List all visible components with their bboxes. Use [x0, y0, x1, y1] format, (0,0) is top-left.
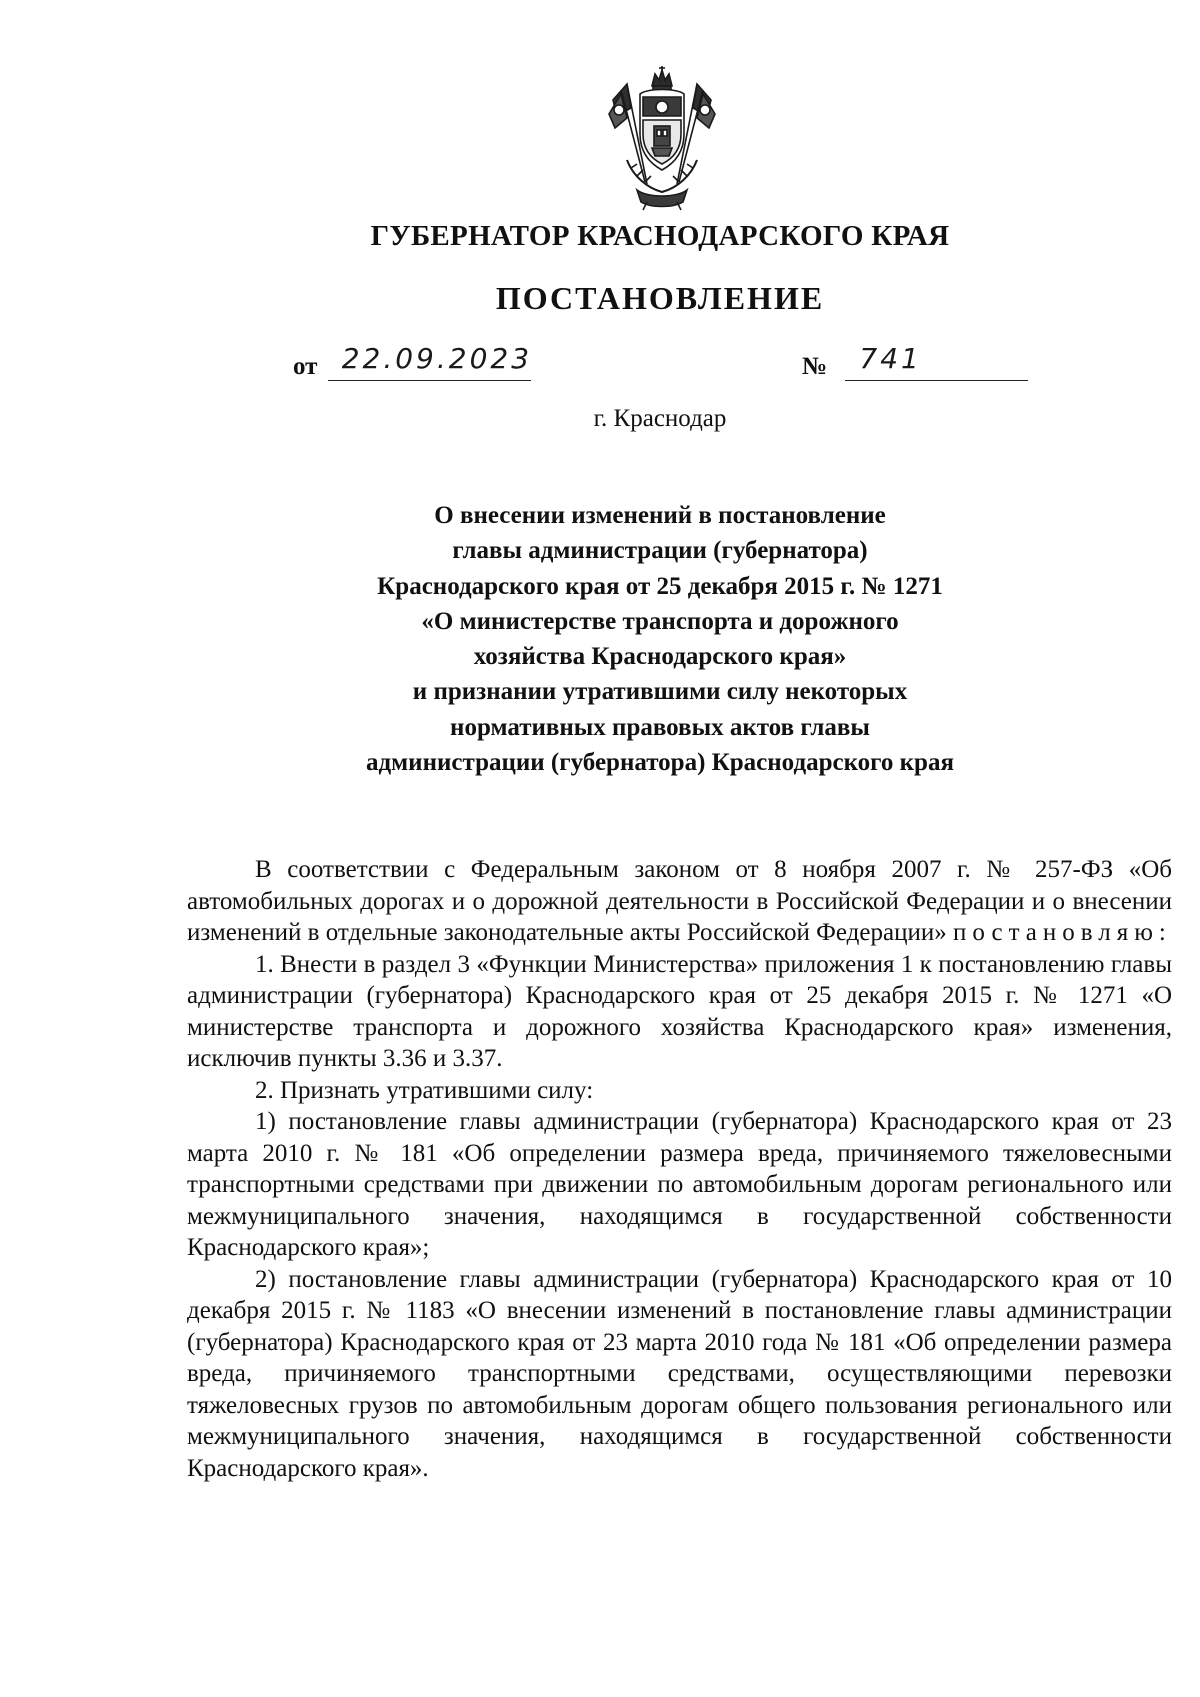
- document-body: [187, 854, 1172, 1484]
- number-line: [802, 342, 1028, 381]
- date-value: 22.09.2023: [341, 342, 533, 375]
- subject-line: и признании утратившими силу некоторых: [412, 678, 908, 706]
- number-field: [845, 342, 1028, 381]
- subject-line: О внесении изменений в постановление: [434, 502, 886, 529]
- city: г. Краснодар: [593, 405, 727, 432]
- subject-line: главы администрации (губернатора): [452, 537, 868, 565]
- preamble-paragraph: [187, 854, 1172, 949]
- date-label: от: [293, 353, 318, 380]
- item-1: 1. Внести в раздел 3 «Функции Министерства» приложения 1 к постановлению главы администрации (губернатора) Краснодарского края от 25 декабря 2015 г. № 1271 «О министерстве транспорта и дорожного хозяйства Краснодарского края» изменения, исключив пункты 3.36 и 3.37.: [187, 950, 1172, 1072]
- item-2: 2. Признать утратившими силу:: [255, 1076, 594, 1104]
- item-2-1: 1) постановление главы администрации (губернатора) Краснодарского края от 23 марта 2010 г. № 181 «Об определении размера вреда, причиняемого тяжеловесными транспортными средствами при движении по автомобильным дорогам регионального или межмуниципального значения, находящимся в государственной собственности Краснодарского края»;: [187, 1108, 1172, 1261]
- preamble-text: В соответствии с Федеральным законом от 8 ноября 2007 г. № 257-ФЗ «Об автомобильных дорогах и о дорожной деятельности в Российской Федерации и о внесении изменений в отдельные законодательные акты Российской Федерации»: [187, 856, 1172, 946]
- date-field: [328, 342, 533, 381]
- number-label: №: [802, 353, 828, 380]
- number-value: 741: [859, 342, 922, 375]
- subject-line: Краснодарского края от 25 декабря 2015 г. № 1271: [377, 572, 943, 600]
- decree-word: постановляю:: [952, 919, 1172, 946]
- subject-line: хозяйства Краснодарского края»: [473, 643, 847, 671]
- document-subject: [0, 498, 1200, 780]
- coat-of-arms-icon: [607, 64, 717, 212]
- item-2-2: 2) постановление главы администрации (губернатора) Краснодарского края от 10 декабря 2015 г. № 1183 «О внесении изменений в постановление главы администрации (губернатора) Краснодарского края от 23 марта 2010 года № 181 «Об определении размера вреда, причиняемого транспортными средствами, осуществляющими перевозки тяжеловесных грузов по автомобильным дорогам общего пользования регионального или межмуниципального значения, находящимся в государственной собственности Краснодарского края».: [187, 1265, 1172, 1482]
- document-type: ПОСТАНОВЛЕНИЕ: [495, 280, 825, 316]
- subject-line: нормативных правовых актов главы: [450, 713, 870, 741]
- issuing-authority: ГУБЕРНАТОР КРАСНОДАРСКОГО КРАЯ: [370, 220, 950, 252]
- subject-line: «О министерстве транспорта и дорожного: [421, 607, 899, 635]
- date-line: [293, 342, 533, 381]
- subject-line: администрации (губернатора) Краснодарского края: [366, 749, 954, 777]
